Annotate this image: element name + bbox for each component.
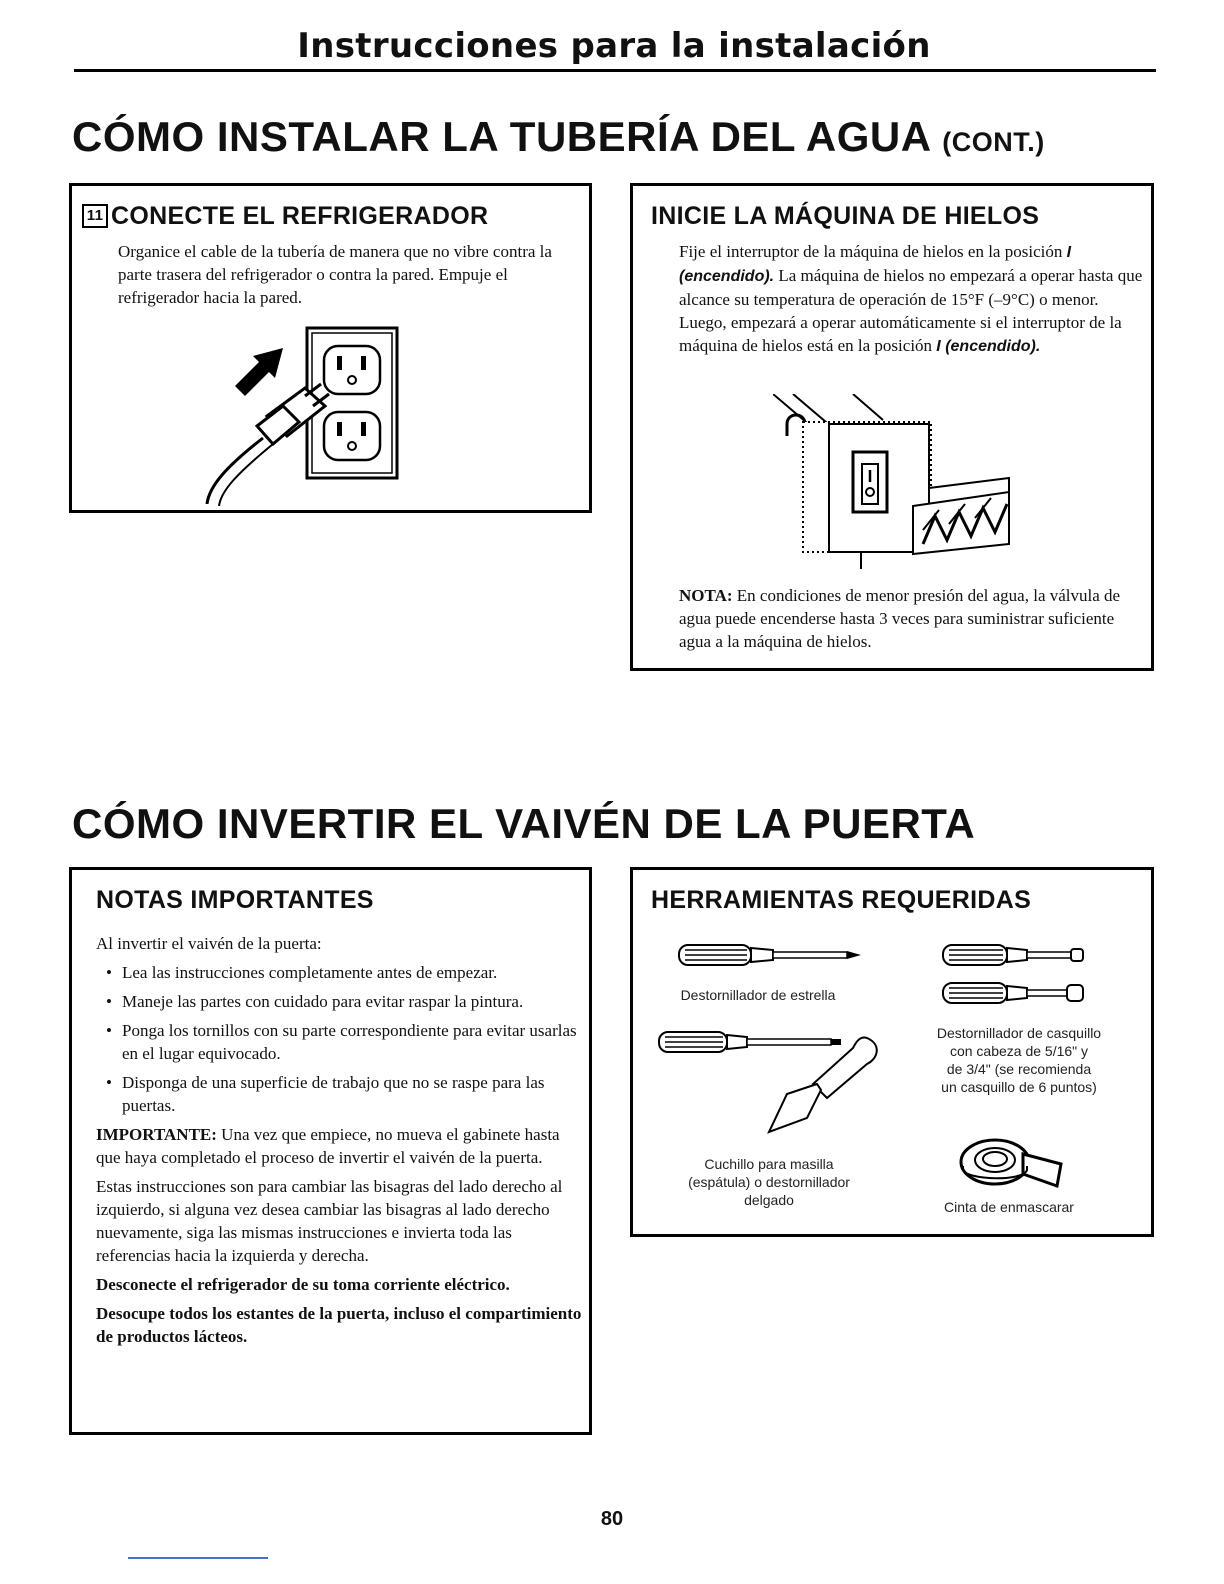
notes-bullet: • Maneje las partes con cuidado para evitar raspar la pintura. xyxy=(96,990,584,1013)
section1-title xyxy=(72,113,1045,161)
disconnect-warning xyxy=(96,1273,584,1296)
connect-refrigerator-box xyxy=(69,183,592,513)
power-cord xyxy=(207,438,263,504)
notes-bullet-list xyxy=(96,961,584,1117)
icemaker-text-1: Fije el interruptor de la máquina de hielos en la posición xyxy=(679,242,1063,261)
socket-caption-line: un casquillo de 6 puntos) xyxy=(941,1079,1097,1095)
icemaker-box xyxy=(630,183,1154,671)
step-number-badge: 11 xyxy=(82,204,108,228)
page-header: Instrucciones para la instalación xyxy=(297,26,931,66)
page-number: 80 xyxy=(600,1508,624,1530)
switch-on-label-1: I (encendido). xyxy=(679,244,1072,285)
important-label: IMPORTANTE: xyxy=(96,1125,217,1144)
notes-intro: Al invertir el vaivén de la puerta: xyxy=(96,934,322,953)
section1-title-text: CÓMO INSTALAR LA TUBERÍA DEL AGUA xyxy=(72,113,931,160)
hinges-paragraph: Estas instrucciones son para cambiar las bisagras del lado derecho al izquierdo, si alguna vez desea cambiar las bisagras al lado derecho nuevamente, siga las mismas instrucciones e invierta toda las referencias hacia la izquierda y derecha. xyxy=(96,1177,563,1265)
outlet-bottom xyxy=(324,412,380,460)
phillips-screwdriver-icon xyxy=(677,942,863,968)
arrow-icon xyxy=(235,348,283,396)
icemaker-text-2: La máquina de hielos no empezará a operar hasta que alcance su temperatura de operación de 15°F (–9°C) o menor. Luego, empezará a operar automáticamente si el interruptor de la máquina de hielos está en la posición xyxy=(679,266,1143,355)
putty-caption-line: Cuchillo para masilla xyxy=(704,1156,834,1172)
plug-outlet-illustration xyxy=(187,326,477,506)
important-text: Una vez que empiece, no mueva el gabinete hasta que haya completado el proceso de invertir el vaivén de la puerta. xyxy=(96,1125,560,1167)
switch-on-label-2: I (encendido). xyxy=(936,338,1041,355)
section2-title: CÓMO INVERTIR EL VAIVÉN DE LA PUERTA xyxy=(72,800,976,847)
disconnect-warning-text: Desconecte el refrigerador de su toma corriente eléctrico. xyxy=(96,1275,510,1294)
required-tools-box xyxy=(630,867,1154,1237)
important-notes-title: NOTAS IMPORTANTES xyxy=(96,886,374,914)
empty-shelves-warning xyxy=(96,1302,584,1348)
icemaker-text xyxy=(679,240,1145,358)
header-rule xyxy=(74,69,1156,72)
phillips-caption: Destornillador de estrella xyxy=(680,987,836,1003)
socket-caption-line: Destornillador de casquillo xyxy=(936,1025,1102,1041)
note-label: NOTA: xyxy=(679,586,733,605)
putty-knife-icon xyxy=(657,1028,887,1148)
footer-link-underline xyxy=(128,1557,268,1559)
socket-caption-line: de 3/4" (se recomienda xyxy=(946,1061,1092,1077)
masking-tape-icon xyxy=(957,1136,1067,1190)
masking-tape-caption: Cinta de enmascarar xyxy=(944,1199,1074,1215)
icemaker-note xyxy=(679,584,1145,653)
connect-refrigerator-title xyxy=(82,202,488,231)
important-notes-box xyxy=(69,867,592,1435)
required-tools-title: HERRAMIENTAS REQUERIDAS xyxy=(651,886,1032,914)
socket-screwdriver-icon xyxy=(941,942,1087,1006)
connect-refrigerator-title-text: CONECTE EL REFRIGERADOR xyxy=(111,202,489,230)
important-paragraph xyxy=(96,1123,584,1169)
notes-bullet: • Ponga los tornillos con su parte correspondiente para evitar usarlas en el lugar equivocado. xyxy=(96,1019,584,1065)
outlet-top xyxy=(324,346,380,394)
putty-caption-line: delgado xyxy=(744,1192,794,1208)
icemaker-illustration xyxy=(773,394,1013,569)
section1-title-suffix: (CONT.) xyxy=(942,127,1045,157)
socket-caption xyxy=(919,1024,1119,1096)
notes-bullet: • Disponga de una superficie de trabajo que no se raspe para las puertas. xyxy=(96,1071,584,1117)
connect-refrigerator-text: Organice el cable de la tubería de manera que no vibre contra la parte trasera del refrigerador o contra la pared. Empuje el refrigerador hacia la pared. xyxy=(118,242,552,307)
putty-caption-line: (espátula) o destornillador xyxy=(688,1174,850,1190)
putty-knife-caption xyxy=(659,1155,879,1209)
socket-caption-line: con cabeza de 5/16" y xyxy=(949,1043,1089,1059)
important-notes-body xyxy=(96,932,584,1354)
icemaker-title: INICIE LA MÁQUINA DE HIELOS xyxy=(651,202,1040,230)
notes-bullet: • Lea las instrucciones completamente antes de empezar. xyxy=(96,961,584,984)
empty-shelves-warning-text: Desocupe todos los estantes de la puerta, incluso el compartimiento de productos lácteos. xyxy=(96,1304,582,1346)
note-text: En condiciones de menor presión del agua, la válvula de agua puede encenderse hasta 3 veces para suministrar suficiente agua a la máquina de hielos. xyxy=(679,586,1121,651)
